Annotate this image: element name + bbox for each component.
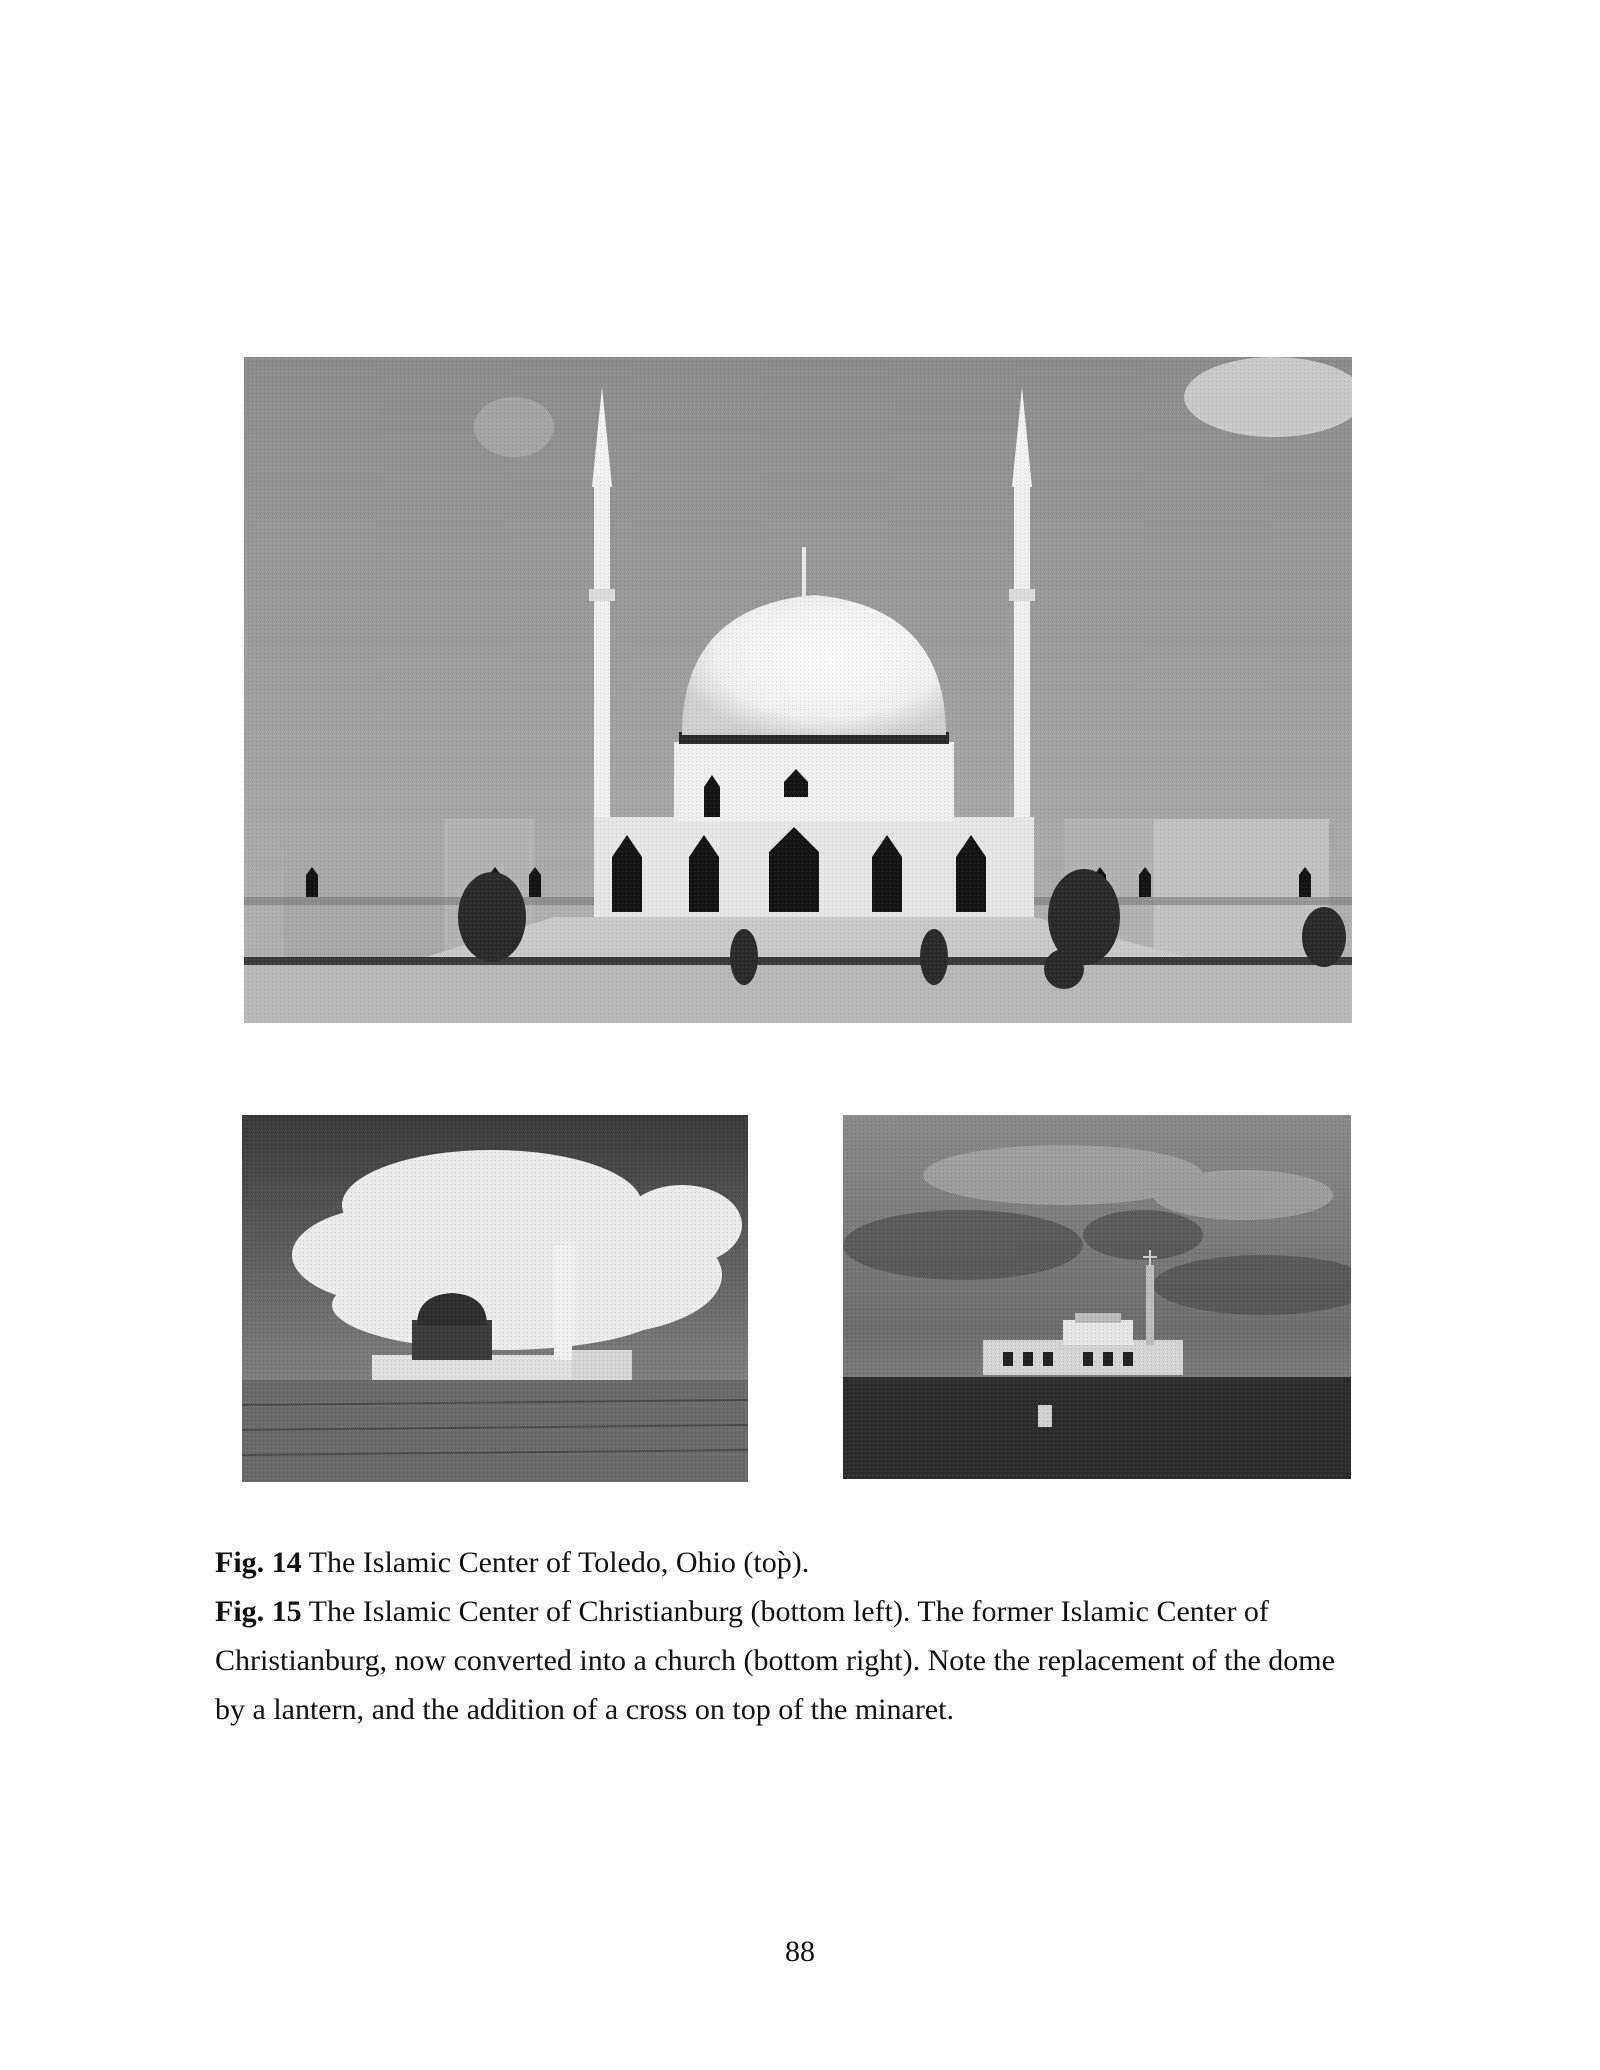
christianburg-photo-drawing <box>242 1115 748 1482</box>
caption-fig-14 <box>215 1538 1355 1587</box>
page-number: 88 <box>785 1935 815 1968</box>
figure-caption <box>215 1538 1355 1734</box>
photo-islamic-center-toledo <box>244 357 1352 1023</box>
toledo-photo-drawing <box>244 357 1352 1023</box>
fig-15-text: The Islamic Center of Christianburg (bottom left). The former Islamic Center of Christianburg, now converted into a church (bottom right). Note the replacement of the dome by a lantern, and the addition of a cross on top of the minaret. <box>215 1595 1335 1726</box>
church-photo-drawing <box>843 1115 1351 1479</box>
fig-14-text: The Islamic Center of Toledo, Ohio (top̀). <box>308 1546 810 1579</box>
photo-islamic-center-christianburg <box>242 1115 748 1482</box>
fig-15-label: Fig. 15 <box>215 1595 302 1628</box>
caption-fig-15 <box>215 1587 1355 1734</box>
photo-former-center-church <box>843 1115 1351 1479</box>
fig-14-label: Fig. 14 <box>215 1546 302 1579</box>
